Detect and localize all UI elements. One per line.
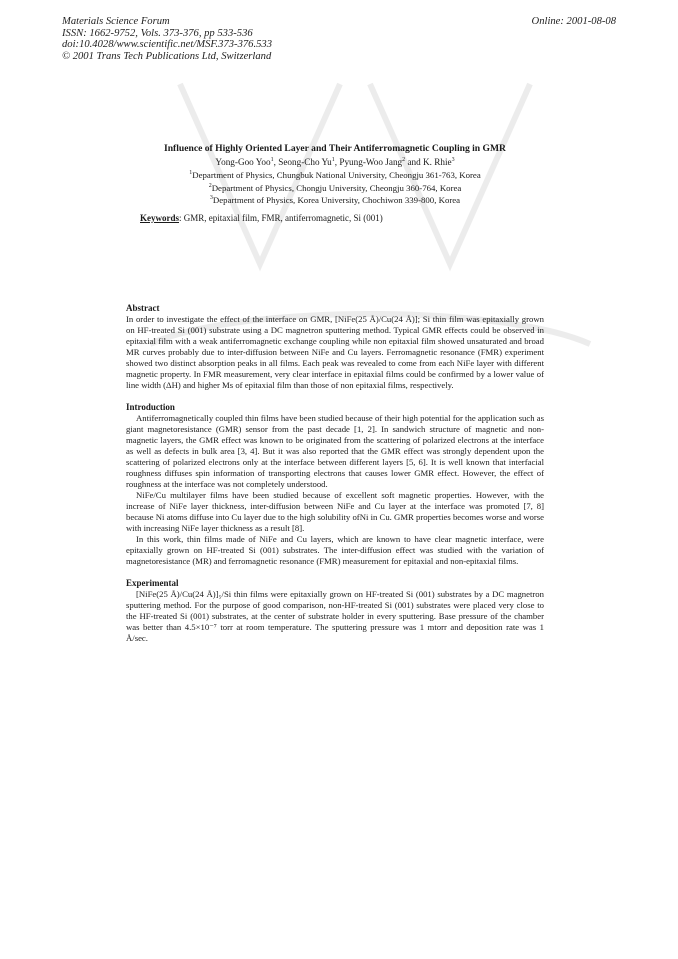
affiliation bbox=[126, 193, 544, 206]
experimental-section bbox=[126, 578, 544, 644]
author-separator: and bbox=[405, 157, 423, 168]
abstract-section bbox=[126, 303, 544, 391]
abstract-text: In order to investigate the effect of the interface on GMR, [NiFe(25 Å)/Cu(24 Å)]; Si thin film was epitaxially grown on HF-treated Si (001) substrate using a DC magnetron sputtering method. Typical GMR effects could be observed in epitaxial film with a weak antiferromagnetic exchange coupling while non epitaxial film showed unsaturated and broad MR curves probably due to inter-diffusion between NiFe and Cu layers. Ferromagnetic resonance (FMR) experiment showed two distinct absorption peaks in all films. Each peak was revealed to come from each NiFe layer with different magnetic property. In FMR measurement, very clear interface in epitaxial films could be confirmed by a lower value of line width (ΔH) and higher Ms of epitaxial film than those of non epitaxial films, respectively. bbox=[126, 313, 544, 390]
keywords bbox=[140, 213, 544, 224]
affiliation-mark: 2 bbox=[208, 182, 212, 189]
author-affiliation-mark: 3 bbox=[451, 157, 455, 163]
affiliation bbox=[126, 181, 544, 194]
affiliation-mark: 1 bbox=[189, 170, 193, 177]
introduction-paragraph: Antiferromagnetically coupled thin films have been studied because of their high potential for the application such as giant magnetoresistance (GMR) sensor from the past decade [1, 2]. In sandwich structure of magnetic and non-magnetic layers, the GMR effect was known to be originated from the scattering of polarized electrons at the interface as well as defects in bulk area [3, 4]. But it was also reported that the GMR effect was strongly dependent upon the scattering of polarized electrons only at the interface between different layers [5, 6]. It is well known that interfacial roughness diffuses spin information of transporting electrons that causes lower GMR effect. However, the effect of roughness at the interface was not completely understood. bbox=[126, 412, 544, 489]
abstract-heading: Abstract bbox=[126, 302, 160, 313]
page-header bbox=[62, 16, 616, 62]
introduction-section bbox=[126, 402, 544, 567]
paper-title: Influence of Highly Oriented Layer and Their Antiferromagnetic Coupling in GMR bbox=[163, 143, 506, 154]
copyright-line: © 2001 Trans Tech Publications Ltd, Switzerland bbox=[62, 50, 272, 62]
doi-line: doi:10.4028/www.scientific.net/MSF.373-376.533 bbox=[62, 39, 272, 51]
author-separator: , bbox=[273, 157, 279, 168]
issn-line: ISSN: 1662-9752, Vols. 373-376, pp 533-536 bbox=[62, 27, 253, 39]
author-list bbox=[126, 155, 544, 168]
experimental-paragraph: [NiFe(25 Å)/Cu(24 Å)]₅/Si thin films were epitaxially grown on HF-treated Si (001) substrates by a DC magnetron sputtering method. For the purpose of good comparison, non-HF-treated Si (001) substrates were placed very close to the HF-treated Si (001) substrates, at the center of substrate holder in every sputtering. Base pressure of the chamber was better than 4.5×10⁻⁷ torr at room temperature. The sputtering pressure was 1 mtorr and deposition rate was 1 Å/sec. bbox=[126, 588, 544, 643]
affiliation-text: Department of Physics, Chongju University, Cheongju 360-764, Korea bbox=[211, 182, 462, 193]
introduction-heading: Introduction bbox=[126, 401, 175, 412]
experimental-heading: Experimental bbox=[126, 577, 179, 588]
introduction-paragraph: NiFe/Cu multilayer films have been studied because of excellent soft magnetic properties. However, with the increase of NiFe layer thickness, inter-diffusion between NiFe and Cu layer at the interface was promoted [7, 8] because Ni atoms diffuse into Cu layer due to the high solubility ofNi in Cu. GMR properties becomes worse and worse with increasing NiFe layer thickness as a result [8]. bbox=[126, 489, 544, 533]
keywords-list: : GMR, epitaxial film, FMR, antiferromagnetic, Si (001) bbox=[179, 212, 383, 223]
author-separator: , bbox=[334, 157, 340, 168]
author-affiliation-mark: 1 bbox=[270, 157, 274, 163]
online-date: Online: 2001-08-08 bbox=[531, 16, 616, 27]
author-name: Seong-Cho Yu bbox=[278, 157, 332, 168]
keywords-label: Keywords bbox=[140, 212, 179, 223]
affiliation-mark: 3 bbox=[209, 195, 213, 202]
journal-name: Materials Science Forum bbox=[62, 16, 170, 27]
paper-body bbox=[126, 143, 544, 644]
author-name: Pyung-Woo Jang bbox=[339, 157, 403, 168]
affiliation-text: Department of Physics, Korea University, Chochiwon 339-800, Korea bbox=[212, 195, 461, 206]
author-name: Yong-Goo Yoo bbox=[215, 157, 271, 168]
author-affiliation-mark: 2 bbox=[402, 157, 406, 163]
affiliation-text: Department of Physics, Chungbuk National University, Cheongju 361-763, Korea bbox=[192, 170, 481, 181]
author-name: K. Rhie bbox=[423, 157, 452, 168]
affiliation bbox=[126, 168, 544, 181]
author-affiliation-mark: 1 bbox=[331, 157, 335, 163]
introduction-paragraph: In this work, thin films made of NiFe and Cu layers, which are known to have clear magnetic interface, were epitaxially grown on HF-treated Si (001) substrates. The inter-diffusion effect was studied with the variation of magnetoresistance (MR) and ferromagnetic resonance (FMR) measurement for epitaxial and non-epitaxial films. bbox=[126, 533, 544, 566]
